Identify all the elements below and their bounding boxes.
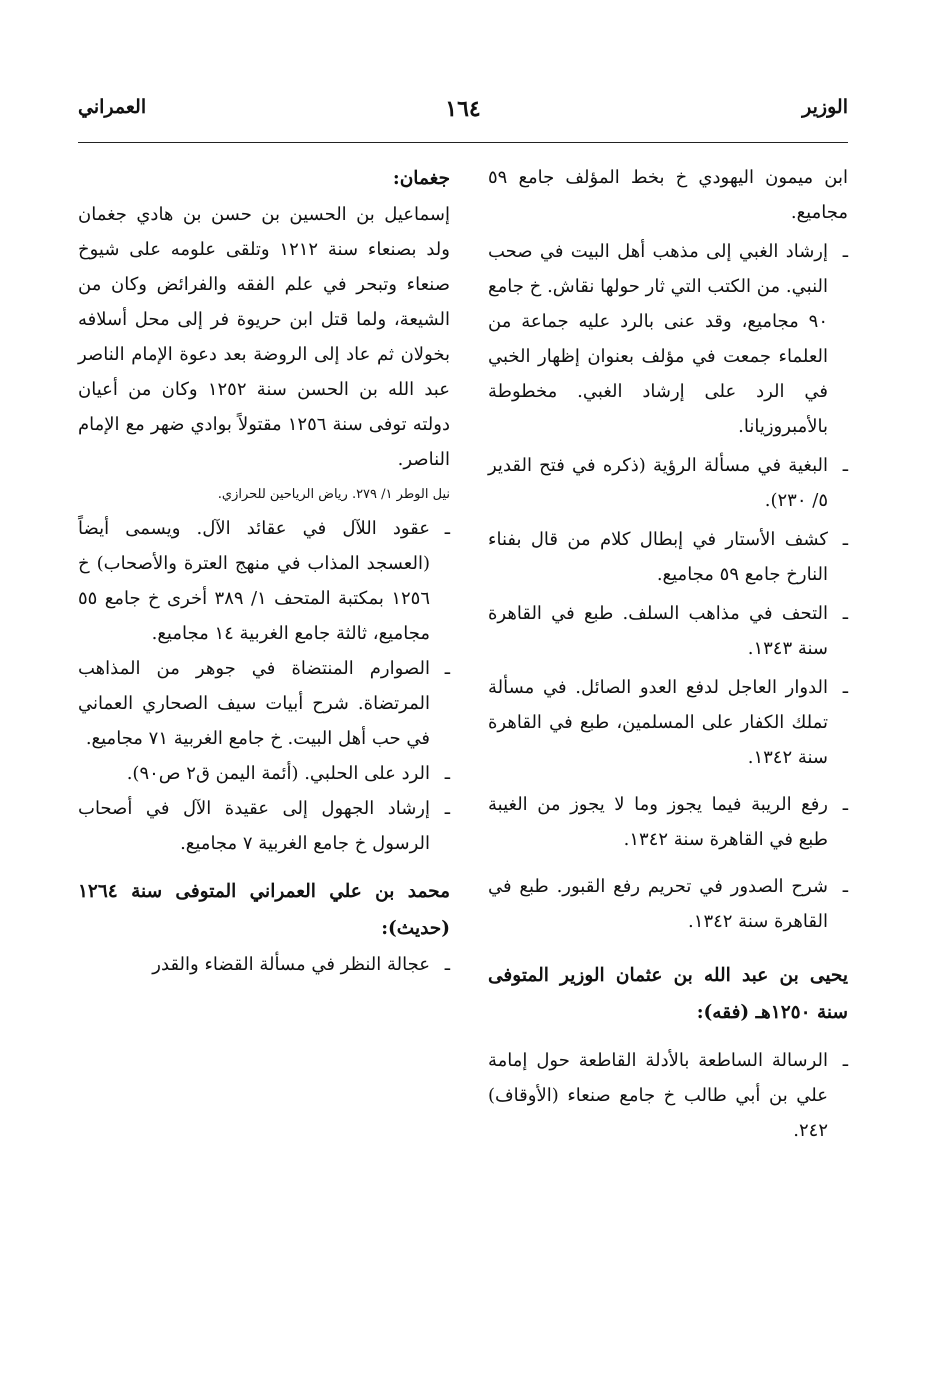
reference-note: نيل الوطر ١/ ٢٧٩. رياض الرياحين للحرازي. (217, 487, 450, 502)
left-column (78, 160, 450, 982)
continuation-text: ابن ميمون اليهودي خ بخط المؤلف جامع ٥٩ مجاميع. (488, 167, 848, 223)
page-number: ١٦٤ (445, 96, 481, 122)
page-header (78, 96, 848, 136)
biography-paragraph: إسماعيل بن الحسين بن حسن بن هادي جغمان ولد بصنعاء سنة ١٢١٢ وتلقى علومه على شيوخ صنعاء وتبحر في علم الفقه والفرائض وكان من الشيعة، ولما قتل ابن حريوة فر إلى محل أسلافه بخولان ثم عاد إلى الروضة بعد دعوة الإمام الناصر عبد الله بن الحسن سنة ١٢٥٢ وكان من أعيان دولته توفى سنة ١٢٥٦ مقتولاً بوادي ضهر مع الإمام الناصر. (78, 204, 450, 470)
list-item: ـ رفع الريبة فيما يجوز وما لا يجوز من الغيبة طبع في القاهرة سنة ١٣٤٢. (488, 787, 848, 857)
list-item: ـ الرد على الحلبي. (أئمة اليمن ق٢ ص٩٠). (78, 756, 450, 791)
running-head-right: الوزير (802, 96, 848, 118)
list-item: ـ كشف الأستار في إبطال كلام من قال بفناء النارخ جامع ٥٩ مجاميع. (488, 522, 848, 592)
list-item: ـ الرسالة الساطعة بالأدلة القاطعة حول إمامة علي بن أبي طالب خ جامع صنعاء (الأوقاف) ٢٤٢. (488, 1043, 848, 1148)
list-item: ـ شرح الصدور في تحريم رفع القبور. طبع في القاهرة سنة ١٣٤٢. (488, 869, 848, 939)
list-item: ـ التحف في مذاهب السلف. طبع في القاهرة سنة ١٣٤٣. (488, 596, 848, 666)
list-item: ـ الدوار العاجل لدفع العدو الصائل. في مسألة تملك الكفار على المسلمين، طبع في القاهرة سنة ١٣٤٢. (488, 670, 848, 775)
list-item: ـ إرشاد الغبي إلى مذهب أهل البيت في صحب النبي. من الكتب التي ثار حولها نقاش. خ جامع ٩٠ مجاميع، وقد عنى بالرد عليه جماعة من العلماء جمعت في مؤلف بعنوان إظهار الخبي في الرد على إرشاد الغبي. مخطوطة بالأمبروزيانا. (488, 234, 848, 444)
running-head-left: العمراني (78, 96, 147, 118)
section-heading: يحيى بن عبد الله بن عثمان الوزير المتوفى سنة ١٢٥٠هـ (فقه): (488, 965, 848, 1023)
list-item: ـ عجالة النظر في مسألة القضاء والقدر (78, 947, 450, 982)
section-heading: جغمان: (392, 168, 450, 189)
right-column (488, 160, 848, 1148)
list-item: ـ إرشاد الجهول إلى عقيدة الآل في أصحاب الرسول خ جامع الغربية ٧ مجاميع. (78, 791, 450, 861)
list-item: ـ عقود اللآل في عقائد الآل. ويسمى أيضاً (العسجد المذاب في منهج العترة والأصحاب) خ ١٢٥٦ بمكتبة المتحف ١/ ٣٨٩ أخرى خ جامع ٥٥ مجاميع، ثالثة جامع الغربية ١٤ مجاميع. (78, 511, 450, 651)
section-heading: محمد بن علي العمراني المتوفى سنة ١٢٦٤ (حديث): (78, 881, 450, 939)
list-item: ـ الصوارم المنتضاة في جوهر من المذاهب المرتضاة. شرح أبيات سيف الصحاري العماني في حب أهل البيت. خ جامع الغربية ٧١ مجاميع. (78, 651, 450, 756)
header-rule (78, 142, 848, 143)
list-item: ـ البغية في مسألة الرؤية (ذكره في فتح القدير ٥/ ٢٣٠). (488, 448, 848, 518)
